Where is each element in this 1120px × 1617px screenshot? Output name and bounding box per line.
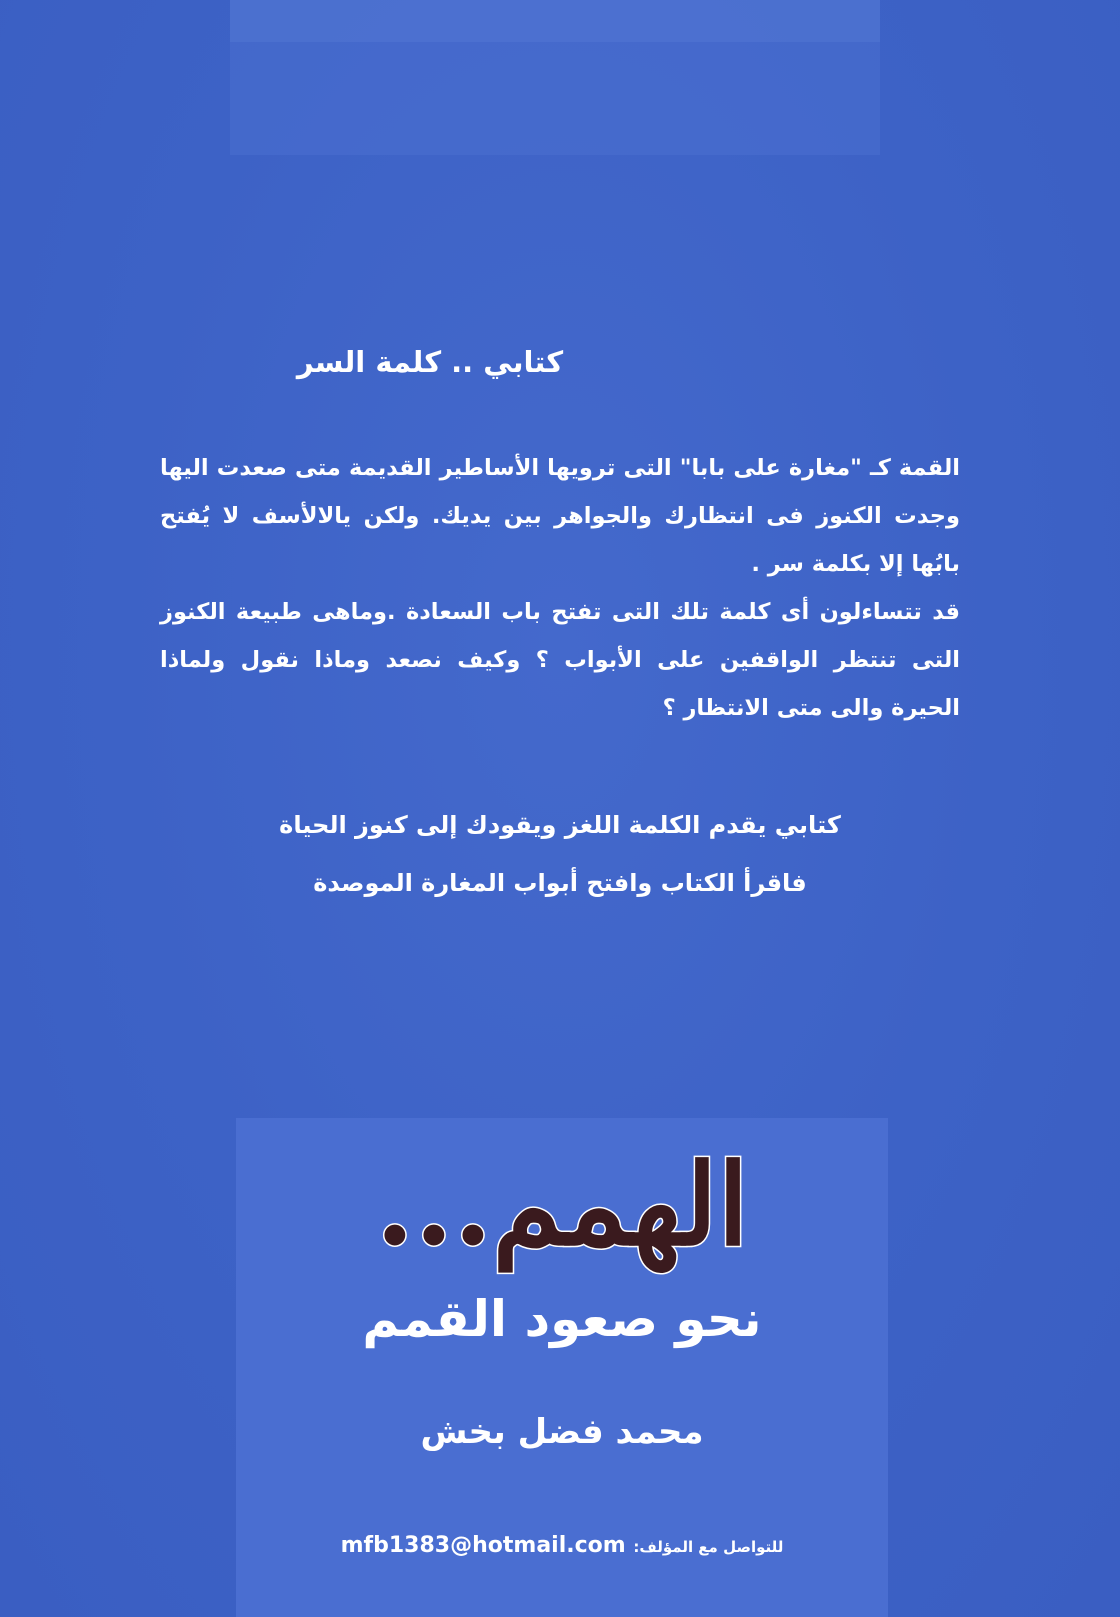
contact-email: mfb1383@hotmail.com <box>340 1533 626 1558</box>
closing-line-1: كتابي يقدم الكلمة اللغز ويقودك إلى كنوز الحياة <box>279 811 841 839</box>
contact-line <box>236 1533 888 1558</box>
blurb-heading: كتابي .. كلمة السر <box>296 345 564 379</box>
book-subtitle: نحو صعود القمم <box>362 1290 762 1348</box>
author-name: محمد فضل بخش <box>420 1412 704 1452</box>
top-decorative-band <box>230 0 880 42</box>
blurb-paragraph-1: القمة كـ "مغارة على بابا" التى ترويها الأساطير القديمة متى صعدت اليها وجدت الكنوز فى انتظارك والجواهر بين يديك. ولكن يالالأسف لا يُفتح بابُها إلا بكلمة سر . <box>160 455 960 577</box>
closing-line-2: فاقرأ الكتاب وافتح أبواب المغارة الموصدة <box>313 869 807 897</box>
book-title: الهمم... <box>375 1140 749 1271</box>
closing-lines <box>240 796 880 912</box>
blurb-body <box>160 444 960 732</box>
blurb-paragraph-2: قد تتساءلون أى كلمة تلك التى تفتح باب السعادة .وماهى طبيعة الكنوز التى تنتظر الواقفين على الأبواب ؟ وكيف نصعد وماذا نقول ولماذا الحيرة والى متى الانتظار ؟ <box>160 599 960 721</box>
contact-label: للتواصل مع المؤلف: <box>633 1538 784 1556</box>
